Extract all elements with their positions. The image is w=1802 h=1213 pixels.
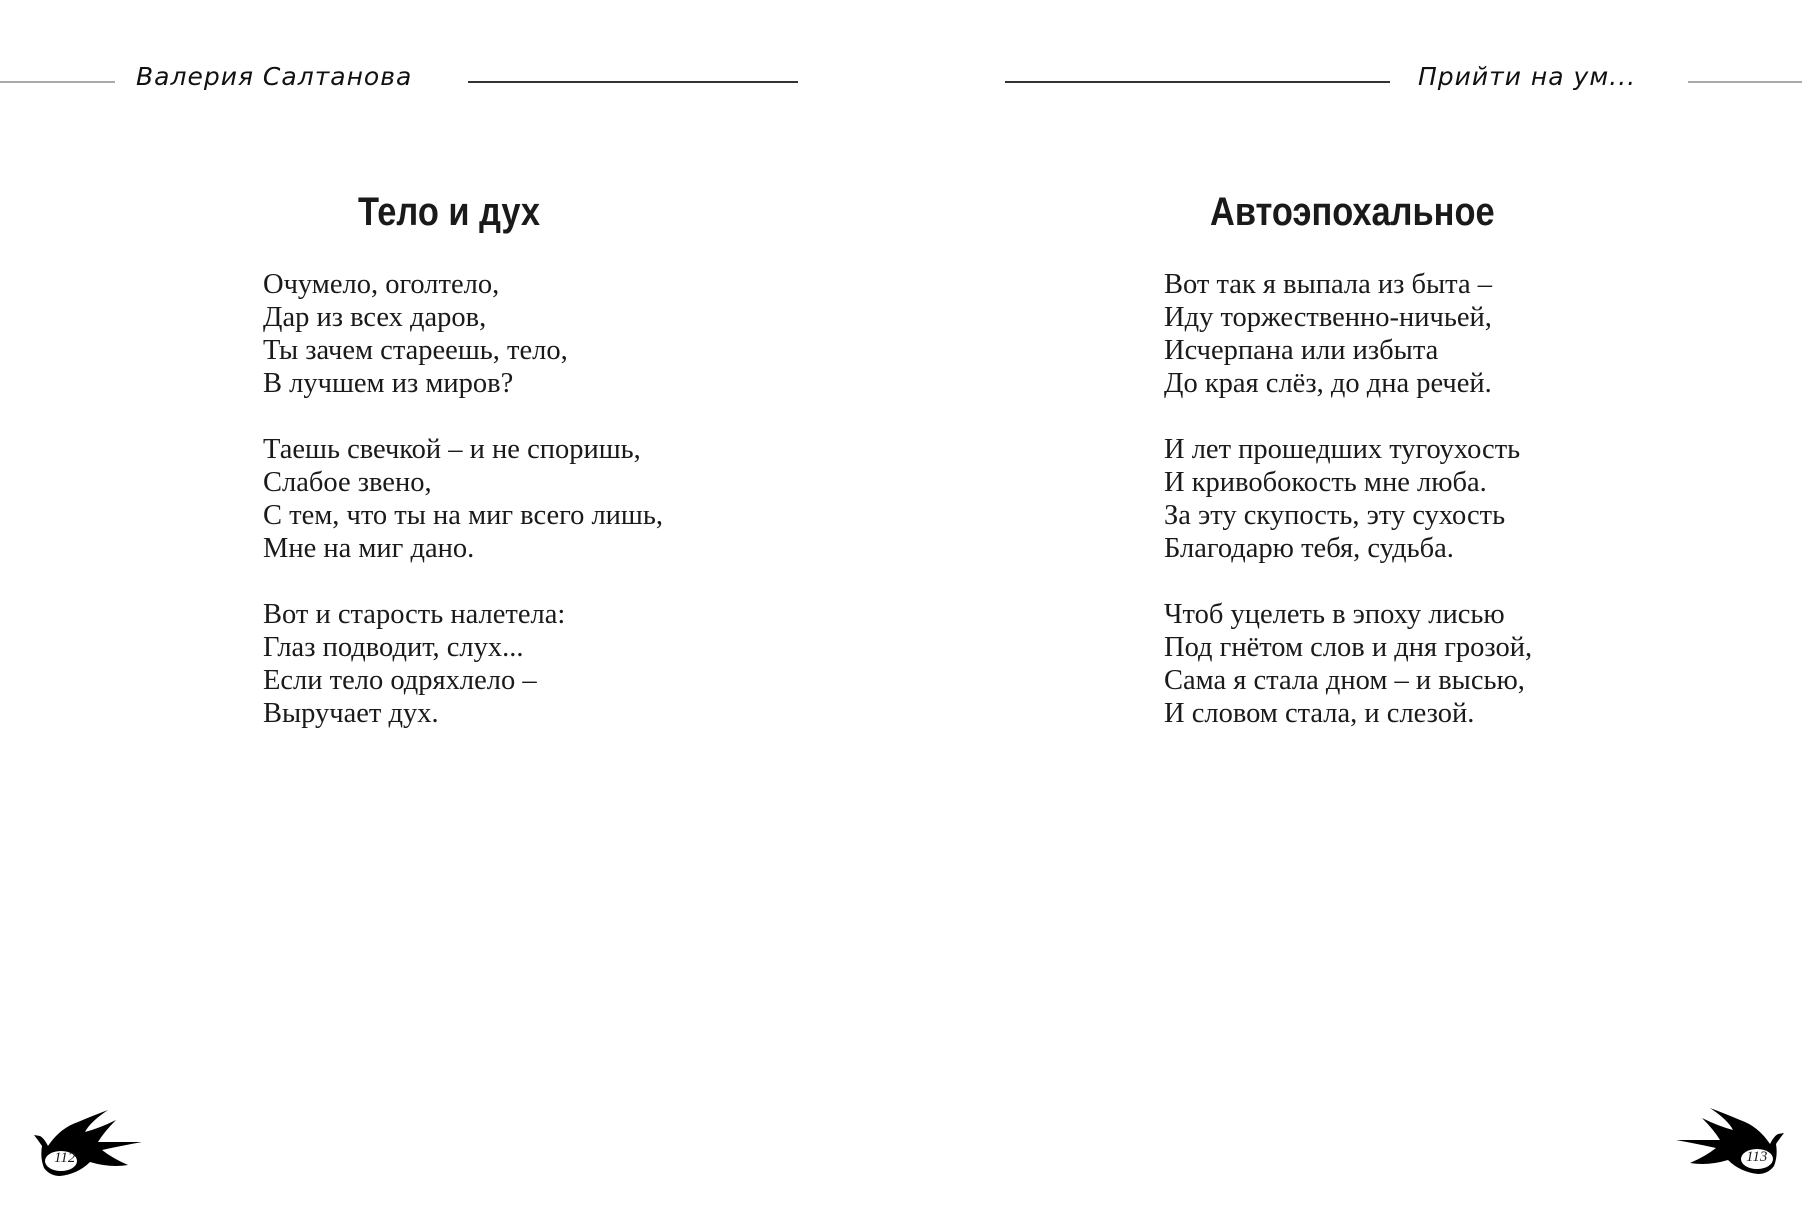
verse-line: Ты зачем стареешь, тело,	[263, 335, 568, 366]
swallow-icon	[30, 1110, 150, 1190]
page-number-right	[1658, 1108, 1788, 1190]
verse-line: Иду торжественно-ничьей,	[1164, 302, 1492, 333]
stanza	[1164, 268, 1532, 400]
verse-line: Исчерпана или избыта	[1164, 335, 1439, 366]
verse-line: Сама я стала дном – и высью,	[1164, 665, 1525, 696]
verse-line: Выручает дух.	[263, 698, 439, 729]
verse-line: С тем, что ты на миг всего лишь,	[263, 500, 664, 531]
page-number-text: 113	[1746, 1149, 1768, 1165]
page-number-left	[30, 1110, 150, 1190]
verse-line: Глаз подводит, слух...	[263, 632, 524, 663]
verse-line: И лет прошедших тугоухость	[1164, 434, 1521, 465]
verse-line: Очумело, оголтело,	[263, 269, 500, 300]
running-header-book: Прийти на ум...	[1418, 62, 1637, 91]
poem-body-left	[263, 268, 663, 763]
stanza	[1164, 433, 1532, 565]
stanza	[263, 598, 663, 730]
verse-line: И словом стала, и слезой.	[1164, 698, 1475, 729]
verse-line: Мне на миг дано.	[263, 533, 475, 564]
stanza	[263, 433, 663, 565]
verse-line: Благодарю тебя, судьба.	[1164, 533, 1454, 564]
page-number-text: 112	[54, 1150, 76, 1166]
stanza	[1164, 598, 1532, 730]
header-rule-right-outer	[1688, 81, 1802, 83]
poem-title-left: Тело и дух	[358, 190, 541, 234]
header-rule-left-inner	[468, 81, 798, 83]
verse-line: За эту скупость, эту сухость	[1164, 500, 1506, 531]
poem-title-right: Автоэпохальное	[1210, 190, 1495, 234]
verse-line: Вот так я выпала из быта –	[1164, 269, 1492, 300]
verse-line: Слабое звено,	[263, 467, 432, 498]
verse-line: До края слёз, до дна речей.	[1164, 368, 1492, 399]
header-rule-left-outer	[0, 81, 115, 83]
verse-line: Дар из всех даров,	[263, 302, 487, 333]
verse-line: Под гнётом слов и дня грозой,	[1164, 632, 1533, 663]
verse-line: Если тело одряхлело –	[263, 665, 537, 696]
stanza	[263, 268, 663, 400]
verse-line: В лучшем из миров?	[263, 368, 514, 399]
running-header-author: Валерия Салтанова	[136, 62, 413, 91]
poem-body-right	[1164, 268, 1532, 763]
swallow-icon	[1658, 1108, 1788, 1190]
verse-line: Таешь свечкой – и не споришь,	[263, 434, 641, 465]
header-rule-right-inner	[1005, 81, 1390, 83]
verse-line: Вот и старость налетела:	[263, 599, 566, 630]
verse-line: И кривобокость мне люба.	[1164, 467, 1487, 498]
verse-line: Чтоб уцелеть в эпоху лисью	[1164, 599, 1505, 630]
